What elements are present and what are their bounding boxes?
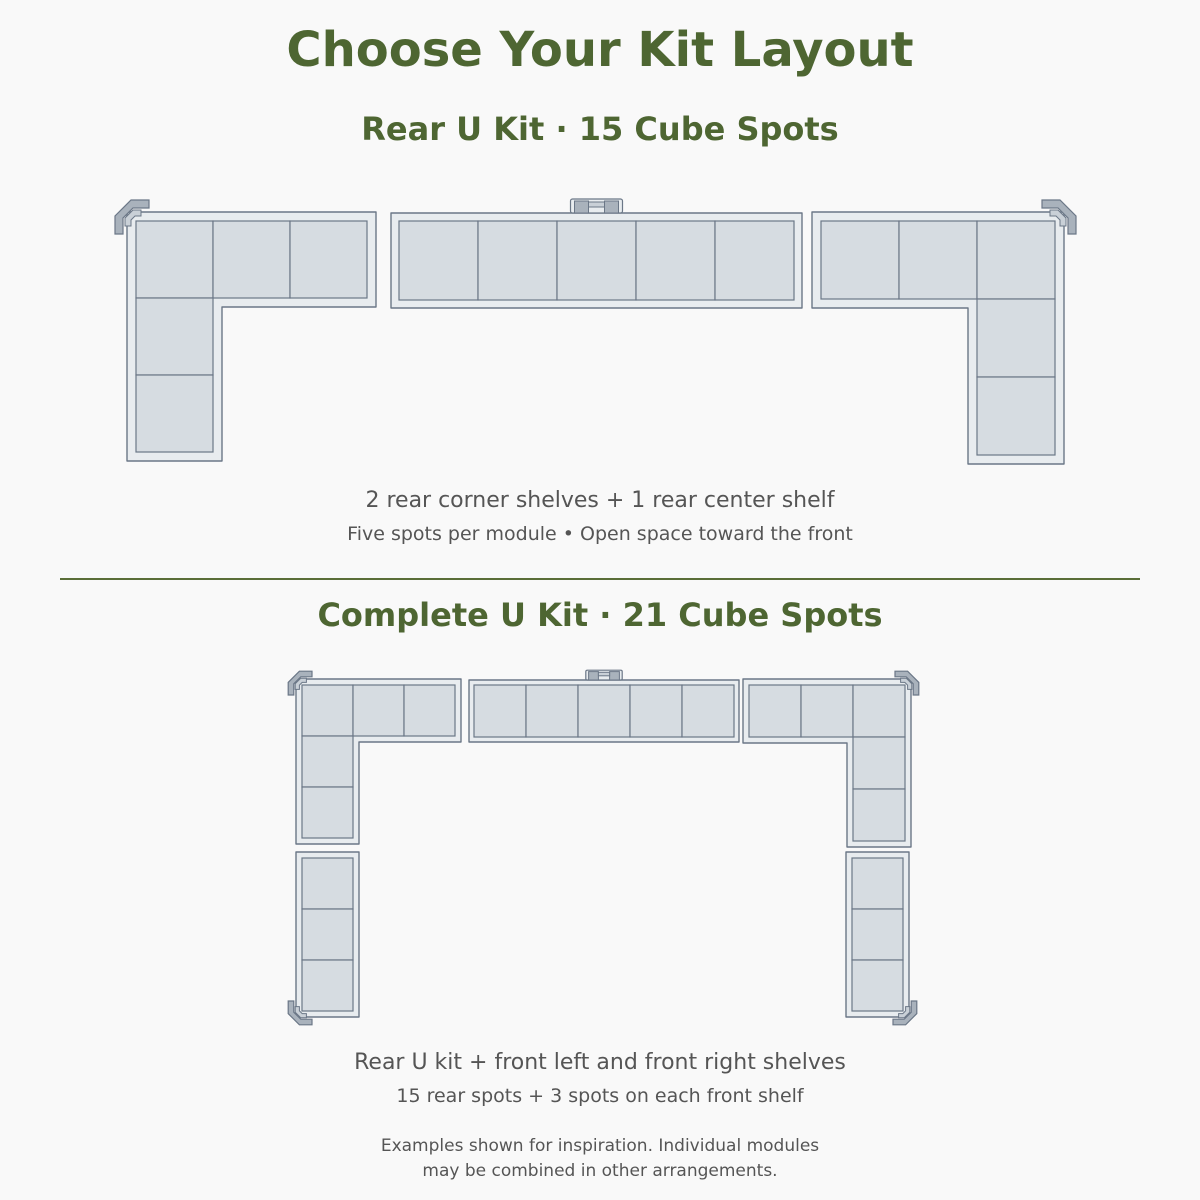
front-right-shelf [846, 852, 917, 1025]
rear-right-corner-shelf [812, 200, 1076, 464]
cube-spot [899, 221, 977, 299]
cube-spot [302, 685, 353, 736]
cube-spot [630, 685, 682, 737]
rear-center-shelf [469, 670, 739, 742]
cube-spot [749, 685, 801, 737]
footer-note-line-2: may be combined in other arrangements. [422, 1161, 778, 1181]
complete-u-kit-details: 15 rear spots + 3 spots on each front shelf [396, 1085, 804, 1107]
cube-spot [853, 685, 905, 737]
cube-spot [474, 685, 526, 737]
rear-u-kit-details: Five spots per module • Open space toward the front [347, 523, 853, 545]
rear-right-corner-shelf [743, 671, 919, 847]
cube-spot [853, 789, 905, 841]
cube-spot [136, 298, 213, 375]
cube-spot [302, 736, 353, 787]
cube-spot [478, 221, 557, 300]
rear-left-corner-shelf [288, 671, 461, 844]
section-divider [60, 578, 1140, 580]
cube-spot [213, 221, 290, 298]
cube-spot [852, 960, 903, 1011]
cube-spot [353, 685, 404, 736]
rear-left-corner-shelf [115, 200, 376, 461]
complete-u-kit-title: Complete U Kit · 21 Cube Spots [317, 596, 883, 634]
footer-note-line-1: Examples shown for inspiration. Individual modules [380, 1136, 820, 1156]
cube-spot [852, 858, 903, 909]
cube-spot [302, 787, 353, 838]
page-title: Choose Your Kit Layout [286, 22, 914, 78]
cube-spot [715, 221, 794, 300]
cube-spot [977, 377, 1055, 455]
cube-spot [557, 221, 636, 300]
cube-spot [302, 960, 353, 1011]
cube-spot [853, 737, 905, 789]
cube-spot [821, 221, 899, 299]
cube-spot [399, 221, 478, 300]
footer-note [0, 1134, 1200, 1184]
cube-spot [977, 299, 1055, 377]
cube-spot [290, 221, 367, 298]
cube-spot [302, 858, 353, 909]
cube-spot [136, 375, 213, 452]
complete-u-kit-description: Rear U kit + front left and front right shelves [354, 1050, 846, 1075]
center-connector-icon [586, 670, 622, 680]
cube-spot [682, 685, 734, 737]
cube-spot [526, 685, 578, 737]
cube-spot [136, 221, 213, 298]
cube-spot [578, 685, 630, 737]
cube-spot [801, 685, 853, 737]
rear-u-kit-title: Rear U Kit · 15 Cube Spots [361, 110, 839, 148]
cube-spot [636, 221, 715, 300]
cube-spot [852, 909, 903, 960]
cube-spot [404, 685, 455, 736]
rear-u-kit-description: 2 rear corner shelves + 1 rear center shelf [365, 488, 835, 513]
front-left-shelf [288, 852, 359, 1025]
rear-u-kit-diagram [0, 190, 1200, 470]
rear-center-shelf [391, 199, 802, 308]
cube-spot [302, 909, 353, 960]
cube-spot [977, 221, 1055, 299]
center-connector-icon [571, 199, 623, 213]
complete-u-kit-diagram [0, 665, 1200, 1030]
